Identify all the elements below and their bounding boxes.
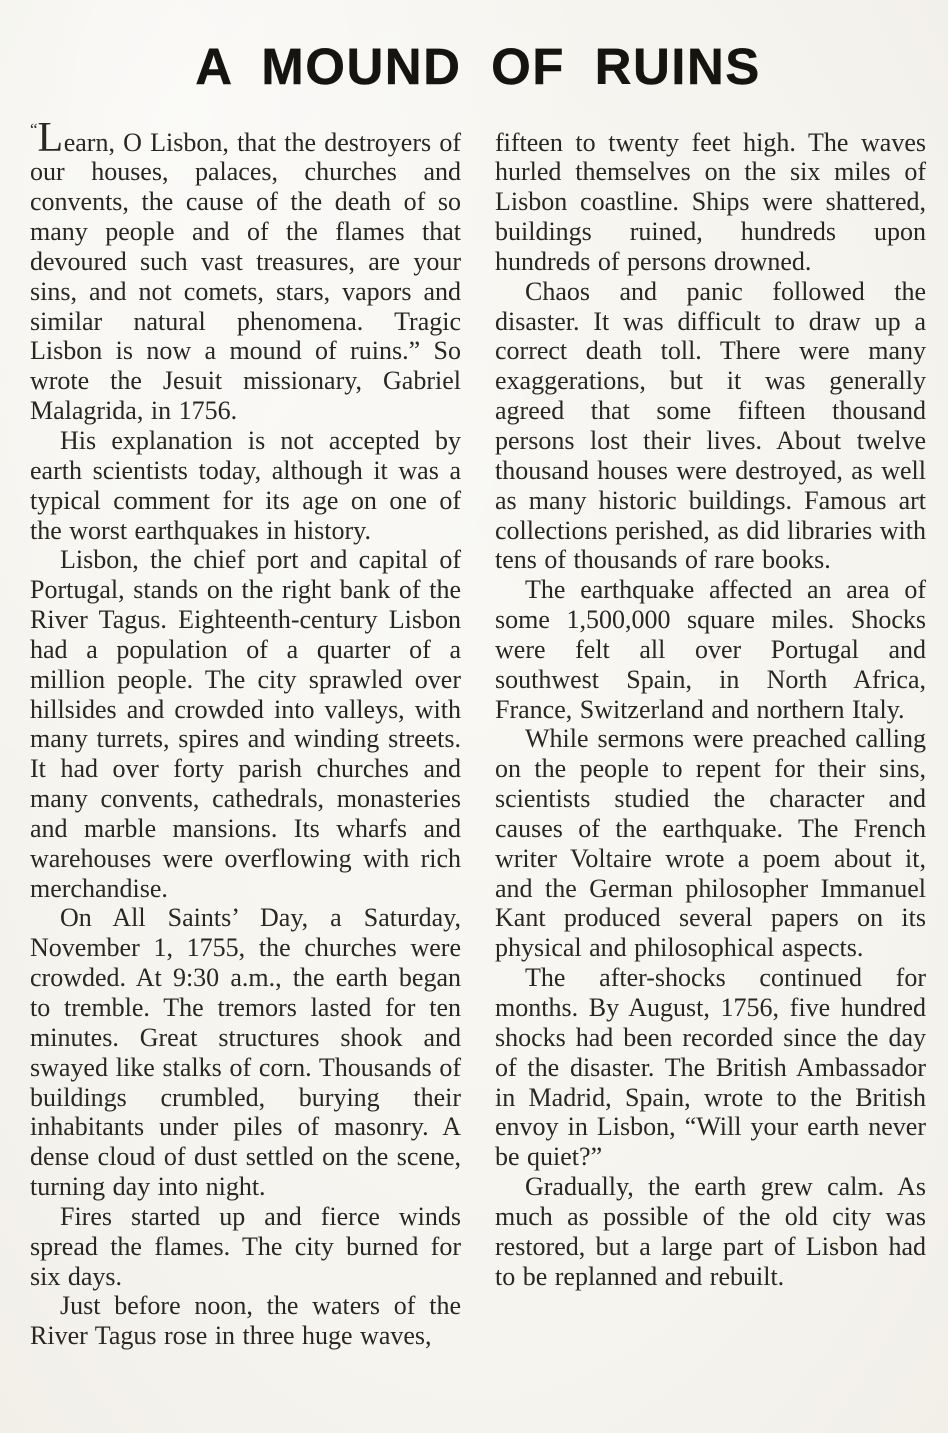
paragraph: On All Saints’ Day, a Saturday, November 1, 1755, the churches were crowded. At 9:30 a.m., the earth began to tremble. The tremors lasted for ten minutes. Great structures shook and swayed like stalks of corn. Thousands of buildings crumbled, burying their inhabitants under piles of masonry. A dense cloud of dust settled on the scene, turning day into night. (30, 903, 461, 1202)
drop-cap-initial: L (37, 114, 64, 161)
paragraph: “Learn, O Lisbon, that the destroyers of our houses, palaces, churches and convents, the cause of the death of so many people and of the flames that devoured such vast treasures, are your sins, and not comets, stars, vapors and similar natural phenomena. Tragic Lisbon is now a mound of ruins.” So wrote the Jesuit missionary, Gabriel Malagrida, in 1756. (30, 114, 461, 426)
paragraph: Gradually, the earth grew calm. As much as possible of the old city was restored, but a large part of Lisbon had to be replanned and rebuilt. (495, 1172, 926, 1291)
paragraph: While sermons were preached calling on the people to repent for their sins, scientists studied the character and causes of the earthquake. The French writer Voltaire wrote a poem about it, and the German philosopher Immanuel Kant produced several papers on its physical and philosophical aspects. (495, 724, 926, 963)
paragraph: The earthquake affected an area of some 1,500,000 square miles. Shocks were felt all over Portugal and southwest Spain, in North Africa, France, Switzerland and northern Italy. (495, 575, 926, 724)
paragraph: Just before noon, the waters of the River Tagus rose in three huge waves, (30, 1291, 461, 1351)
paragraph: Chaos and panic followed the disaster. It was difficult to draw up a correct death toll. There were many exaggerations, but it was generally agreed that some fifteen thousand persons lost their lives. About twelve thousand houses were destroyed, as well as many historic buildings. Famous art collections perished, as did libraries with tens of thousands of rare books. (495, 276, 927, 575)
paragraph: The after-shocks continued for months. By August, 1756, five hundred shocks had been recorded since the day of the disaster. The British Ambassador in Madrid, Spain, wrote to the British envoy in Lisbon, “Will your earth never be quiet?” (495, 963, 926, 1172)
right-column (495, 128, 926, 1352)
paragraph: fifteen to twenty feet high. The waves hurled themselves on the six miles of Lisbon coastline. Ships were shattered, buildings ruined, hundreds upon hundreds of persons drowned. (495, 127, 926, 276)
left-column (30, 114, 461, 1352)
paragraph: His explanation is not accepted by earth scientists today, although it was a typical comment for its age on one of the worst earthquakes in history. (30, 425, 461, 545)
paragraph: Lisbon, the chief port and capital of Portugal, stands on the right bank of the River Tagus. Eighteenth-century Lisbon had a population of a quarter of a million people. The city sprawled over hillsides and crowded into valleys, with many turrets, spires and winding streets. It had over forty parish churches and many convents, cathedrals, monasteries and marble mansions. Its wharfs and warehouses were overflowing with rich merchandise. (30, 545, 461, 903)
article-columns (30, 114, 927, 1352)
page-title: A MOUND OF RUINS (195, 38, 761, 95)
paragraph: Fires started up and fierce winds spread the flames. The city burned for six days. (30, 1201, 461, 1291)
